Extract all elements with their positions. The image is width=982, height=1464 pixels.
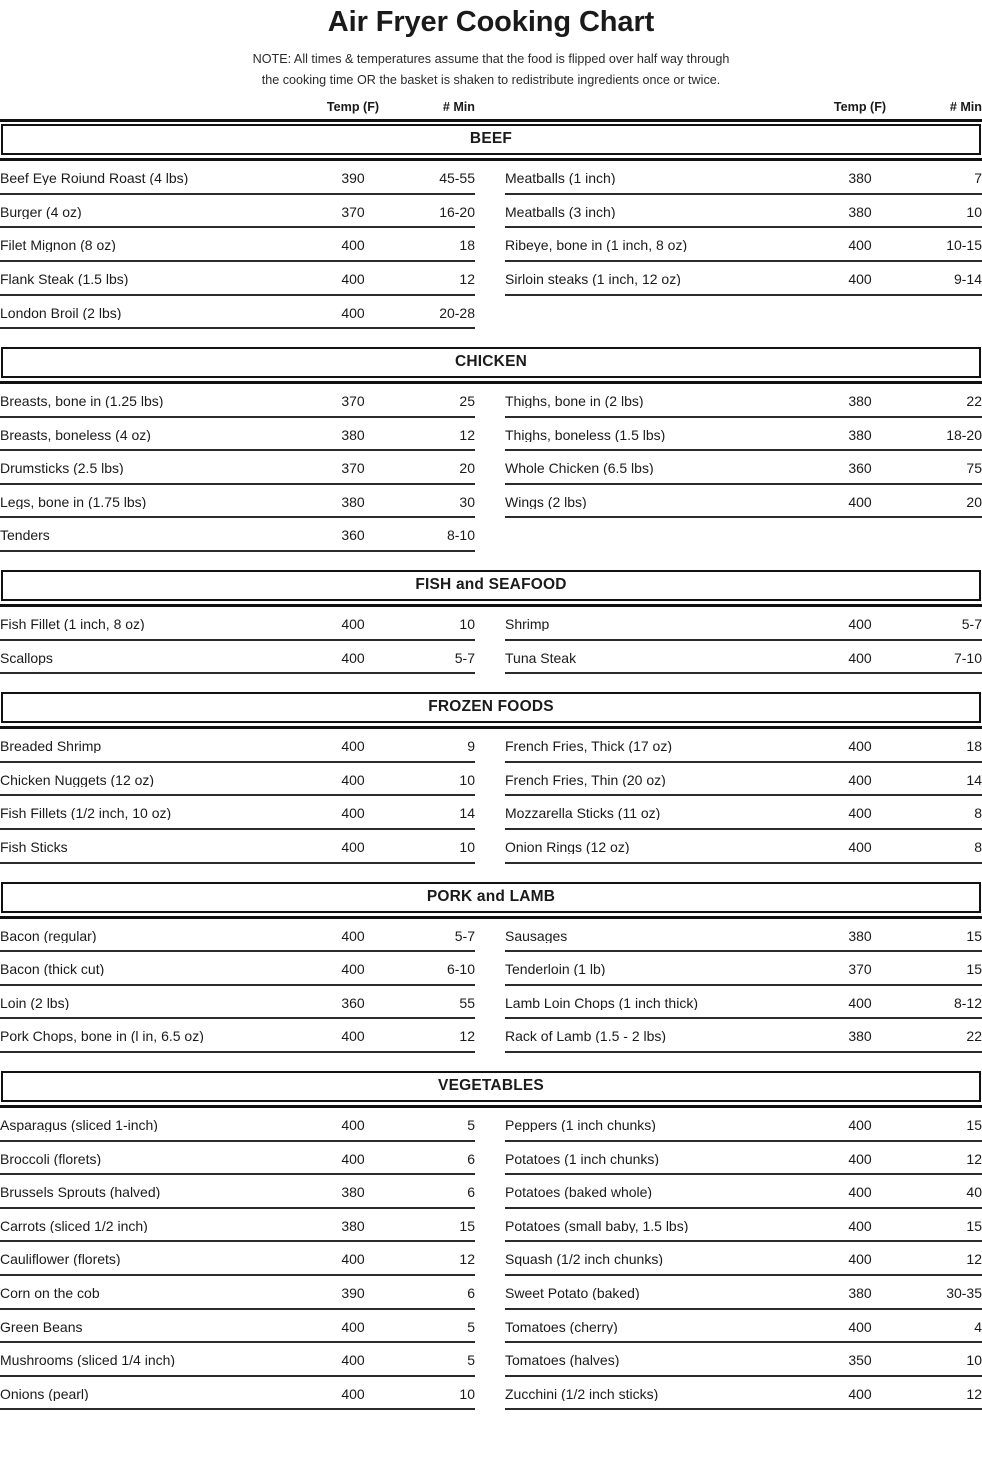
- row-minutes: 10: [966, 203, 982, 220]
- column-left: [0, 1108, 491, 1410]
- table-row: [505, 830, 982, 864]
- note-line-2: the cooking time OR the basket is shaken to redistribute ingredients once or twice.: [261, 72, 721, 87]
- table-row: [505, 1310, 982, 1344]
- row-temperature: 400: [848, 493, 872, 510]
- row-item-name: Tenders: [0, 528, 50, 543]
- column-header-name-right: [505, 100, 812, 114]
- row-minutes: 75: [966, 460, 982, 477]
- row-temperature: 400: [848, 1318, 872, 1335]
- row-minutes: 45-55: [439, 170, 475, 187]
- row-minutes: 18-20: [946, 426, 982, 443]
- row-temperature: 400: [848, 237, 872, 254]
- row-item-name: London Broil (2 lbs): [0, 305, 122, 320]
- row-temperature: 400: [341, 738, 365, 755]
- column-right: [491, 1108, 982, 1410]
- table-row: [505, 729, 982, 763]
- row-temperature: 400: [341, 771, 365, 788]
- row-minutes: 6-10: [446, 961, 475, 978]
- table-row: [505, 1142, 982, 1176]
- row-temperature: 400: [341, 237, 365, 254]
- table-row: [0, 518, 475, 552]
- row-minutes: 5-7: [961, 616, 982, 633]
- row-item-name: French Fries, Thick (17 oz): [505, 739, 673, 754]
- row-temperature: 380: [848, 1284, 872, 1301]
- row-temperature: 400: [848, 649, 872, 666]
- row-temperature: 360: [341, 994, 365, 1011]
- row-minutes: 5: [467, 1117, 475, 1133]
- table-row: [505, 1242, 982, 1276]
- row-minutes: 20: [966, 493, 982, 510]
- row-minutes: 18: [459, 237, 475, 254]
- row-temperature: 380: [341, 1217, 365, 1234]
- section-divider: [0, 864, 982, 880]
- row-minutes: 6: [467, 1184, 475, 1201]
- section-title: VEGETABLES: [1, 1071, 981, 1102]
- row-item-name: Rack of Lamb (1.5 - 2 lbs): [505, 1029, 667, 1044]
- row-minutes: 12: [459, 270, 475, 287]
- section-beef: [0, 122, 982, 329]
- section-rows: [0, 729, 982, 863]
- column-headers-left: [0, 100, 491, 114]
- section-rows: [0, 384, 982, 552]
- row-temperature: 380: [848, 1028, 872, 1045]
- row-temperature: 400: [341, 1251, 365, 1268]
- row-temperature: 380: [848, 393, 872, 410]
- row-temperature: 370: [341, 460, 365, 477]
- row-minutes: 25: [459, 393, 475, 410]
- row-item-name: Breasts, boneless (4 oz): [0, 427, 151, 442]
- row-item-name: Sweet Potato (baked): [505, 1285, 640, 1300]
- row-temperature: 380: [848, 426, 872, 443]
- row-minutes: 6: [467, 1150, 475, 1167]
- section-banner-wrap: [0, 122, 982, 161]
- table-row: [0, 607, 475, 641]
- table-row: [0, 1209, 475, 1243]
- table-row: [0, 1175, 475, 1209]
- table-row: [0, 796, 475, 830]
- row-item-name: Pork Chops, bone in (l in, 6.5 oz): [0, 1029, 204, 1044]
- table-row: [0, 262, 475, 296]
- row-item-name: Broccoli (florets): [0, 1151, 102, 1166]
- row-item-name: Burger (4 oz): [0, 204, 82, 219]
- row-item-name: Chicken Nuggets (12 oz): [0, 772, 155, 787]
- row-item-name: Scallops: [0, 650, 53, 665]
- row-item-name: Onion Rings (12 oz): [505, 840, 630, 855]
- table-row: [505, 1209, 982, 1243]
- row-temperature: 380: [341, 493, 365, 510]
- table-row-empty: [505, 518, 982, 552]
- row-item-name: Fish Fillet (1 inch, 8 oz): [0, 617, 145, 632]
- column-header-name-left: [0, 100, 305, 114]
- row-temperature: 400: [848, 270, 872, 287]
- row-item-name: Shrimp: [505, 617, 550, 632]
- row-item-name: Bacon (regular): [0, 928, 97, 943]
- table-row: [0, 195, 475, 229]
- row-item-name: Fish Sticks: [0, 840, 68, 855]
- row-item-name: Whole Chicken (6.5 lbs): [505, 461, 654, 476]
- row-item-name: Bacon (thick cut): [0, 962, 105, 977]
- row-item-name: Cauliflower (florets): [0, 1252, 121, 1267]
- column-headers: [0, 100, 982, 119]
- row-item-name: Loin (2 lbs): [0, 995, 70, 1010]
- row-temperature: 400: [848, 1385, 872, 1402]
- row-item-name: Meatballs (1 inch): [505, 171, 616, 186]
- row-minutes: 9: [467, 738, 475, 755]
- column-header-minutes-left: # Min: [442, 100, 475, 115]
- section-frozen-foods: [0, 690, 982, 863]
- row-minutes: 30-35: [946, 1284, 982, 1301]
- row-item-name: Tomatoes (halves): [505, 1353, 620, 1368]
- table-row: [505, 451, 982, 485]
- row-temperature: 400: [848, 1251, 872, 1268]
- column-header-temp-right: Temp (F): [833, 100, 887, 115]
- row-item-name: Tomatoes (cherry): [505, 1319, 618, 1334]
- column-right: [491, 607, 982, 674]
- section-divider: [0, 1053, 982, 1069]
- row-item-name: Ribeye, bone in (1 inch, 8 oz): [505, 238, 688, 253]
- row-item-name: Mozzarella Sticks (11 oz): [505, 806, 661, 821]
- note-text: [141, 49, 841, 90]
- row-temperature: 350: [848, 1352, 872, 1369]
- row-minutes: 5: [467, 1352, 475, 1369]
- row-temperature: 400: [341, 649, 365, 666]
- row-temperature: 400: [341, 1318, 365, 1335]
- section-divider: [0, 674, 982, 690]
- row-temperature: 360: [848, 460, 872, 477]
- table-row: [0, 1377, 475, 1411]
- column-right: [491, 919, 982, 1053]
- column-header-temp-left: Temp (F): [326, 100, 380, 115]
- section-fish-and-seafood: [0, 568, 982, 674]
- row-temperature: 370: [848, 961, 872, 978]
- table-row: [505, 1377, 982, 1411]
- section-banner-wrap: [0, 690, 982, 729]
- row-temperature: 370: [341, 393, 365, 410]
- row-minutes: 7: [974, 170, 982, 187]
- row-minutes: 10: [459, 616, 475, 633]
- row-temperature: 400: [848, 994, 872, 1011]
- row-minutes: 14: [459, 805, 475, 822]
- row-minutes: 8: [974, 839, 982, 856]
- section-title: BEEF: [1, 124, 981, 155]
- row-item-name: Onions (pearl): [0, 1386, 89, 1401]
- section-chicken: [0, 345, 982, 552]
- row-item-name: Mushrooms (sliced 1/4 inch): [0, 1353, 176, 1368]
- section-divider: [0, 552, 982, 568]
- row-minutes: 8: [974, 805, 982, 822]
- section-title: FISH and SEAFOOD: [1, 570, 981, 601]
- row-temperature: 400: [341, 616, 365, 633]
- row-item-name: Potatoes (baked whole): [505, 1185, 653, 1200]
- note-line-1: NOTE: All times & temperatures assume that the food is flipped over half way through: [252, 52, 730, 67]
- row-temperature: 400: [848, 805, 872, 822]
- table-row: [505, 1108, 982, 1142]
- row-minutes: 7-10: [953, 649, 982, 666]
- row-minutes: 10: [459, 1385, 475, 1402]
- row-minutes: 14: [966, 771, 982, 788]
- section-rows: [0, 607, 982, 674]
- table-row: [505, 384, 982, 418]
- row-item-name: Flank Steak (1.5 lbs): [0, 271, 129, 286]
- row-minutes: 20-28: [439, 304, 475, 321]
- row-minutes: 15: [459, 1217, 475, 1234]
- row-minutes: 55: [459, 994, 475, 1011]
- row-minutes: 10: [966, 1352, 982, 1369]
- page-title: Air Fryer Cooking Chart: [327, 6, 655, 38]
- row-item-name: Potatoes (small baby, 1.5 lbs): [505, 1218, 689, 1233]
- row-item-name: Beef Eye Roiund Roast (4 lbs): [0, 171, 189, 186]
- row-temperature: 380: [848, 927, 872, 944]
- section-pork-and-lamb: [0, 880, 982, 1053]
- section-banner-wrap: [0, 568, 982, 607]
- row-temperature: 370: [341, 203, 365, 220]
- section-banner-wrap: [0, 345, 982, 384]
- row-minutes: 12: [966, 1251, 982, 1268]
- column-right: [491, 729, 982, 863]
- row-temperature: 390: [341, 170, 365, 187]
- row-temperature: 400: [341, 805, 365, 822]
- row-minutes: 6: [467, 1284, 475, 1301]
- column-left: [0, 919, 491, 1053]
- row-item-name: French Fries, Thin (20 oz): [505, 772, 666, 787]
- row-minutes: 15: [966, 1117, 982, 1133]
- row-temperature: 380: [341, 1184, 365, 1201]
- table-row: [0, 1142, 475, 1176]
- row-minutes: 20: [459, 460, 475, 477]
- row-item-name: Lamb Loin Chops (1 inch thick): [505, 995, 698, 1010]
- table-row: [505, 485, 982, 519]
- row-item-name: Drumsticks (2.5 lbs): [0, 461, 124, 476]
- row-minutes: 12: [459, 426, 475, 443]
- row-temperature: 400: [848, 1117, 872, 1133]
- column-left: [0, 607, 491, 674]
- row-minutes: 10: [459, 771, 475, 788]
- row-temperature: 380: [848, 203, 872, 220]
- section-rows: [0, 1108, 982, 1410]
- table-row: [0, 485, 475, 519]
- table-row: [505, 763, 982, 797]
- section-banner-wrap: [0, 880, 982, 919]
- row-item-name: Tenderloin (1 lb): [505, 962, 606, 977]
- table-row: [0, 228, 475, 262]
- table-row: [0, 296, 475, 330]
- table-row: [0, 641, 475, 675]
- table-row: [0, 729, 475, 763]
- cooking-chart-table: [0, 119, 982, 1410]
- section-divider: [0, 329, 982, 345]
- row-item-name: Peppers (1 inch chunks): [505, 1118, 656, 1132]
- column-left: [0, 161, 491, 329]
- row-minutes: 40: [966, 1184, 982, 1201]
- row-minutes: 15: [966, 1217, 982, 1234]
- section-title: PORK and LAMB: [1, 882, 981, 913]
- table-row: [505, 418, 982, 452]
- table-row: [0, 986, 475, 1020]
- row-minutes: 8-10: [446, 527, 475, 544]
- row-item-name: Zucchini (1/2 inch sticks): [505, 1386, 659, 1401]
- row-temperature: 400: [341, 839, 365, 856]
- row-item-name: Legs, bone in (1.75 lbs): [0, 494, 147, 509]
- table-row: [505, 986, 982, 1020]
- row-item-name: Asparagus (sliced 1-inch): [0, 1118, 158, 1132]
- row-temperature: 400: [848, 771, 872, 788]
- row-temperature: 400: [341, 961, 365, 978]
- row-item-name: Potatoes (1 inch chunks): [505, 1151, 660, 1166]
- row-item-name: Squash (1/2 inch chunks): [505, 1252, 663, 1267]
- table-row: [0, 1276, 475, 1310]
- column-left: [0, 384, 491, 552]
- section-banner-wrap: [0, 1069, 982, 1108]
- row-item-name: Meatballs (3 inch): [505, 204, 616, 219]
- row-item-name: Green Beans: [0, 1319, 83, 1334]
- row-minutes: 5: [467, 1318, 475, 1335]
- row-item-name: Tuna Steak: [505, 650, 577, 665]
- row-temperature: 400: [341, 1028, 365, 1045]
- row-item-name: Brussels Sprouts (halved): [0, 1185, 161, 1200]
- row-temperature: 400: [341, 1150, 365, 1167]
- row-minutes: 22: [966, 393, 982, 410]
- row-temperature: 400: [848, 1150, 872, 1167]
- table-row: [505, 1019, 982, 1053]
- table-row: [505, 1343, 982, 1377]
- row-item-name: Carrots (sliced 1/2 inch): [0, 1218, 148, 1233]
- table-row: [0, 1310, 475, 1344]
- table-row: [0, 418, 475, 452]
- row-minutes: 10-15: [946, 237, 982, 254]
- table-row: [505, 796, 982, 830]
- section-rows: [0, 161, 982, 329]
- table-row: [505, 1276, 982, 1310]
- row-minutes: 5-7: [454, 649, 475, 666]
- table-row: [0, 1108, 475, 1142]
- section-vegetables: [0, 1069, 982, 1410]
- row-item-name: Breaded Shrimp: [0, 739, 102, 754]
- document-header: [0, 0, 982, 90]
- row-minutes: 10: [459, 839, 475, 856]
- section-title: CHICKEN: [1, 347, 981, 378]
- table-row: [0, 952, 475, 986]
- row-minutes: 22: [966, 1028, 982, 1045]
- row-temperature: 380: [341, 426, 365, 443]
- table-row: [505, 262, 982, 296]
- table-row: [505, 952, 982, 986]
- row-minutes: 12: [459, 1251, 475, 1268]
- row-temperature: 400: [848, 738, 872, 755]
- row-minutes: 12: [459, 1028, 475, 1045]
- row-minutes: 5-7: [454, 927, 475, 944]
- row-temperature: 400: [341, 927, 365, 944]
- row-minutes: 16-20: [439, 203, 475, 220]
- row-temperature: 400: [848, 616, 872, 633]
- row-minutes: 18: [966, 738, 982, 755]
- table-row: [0, 384, 475, 418]
- row-temperature: 400: [848, 1217, 872, 1234]
- row-minutes: 4: [974, 1318, 982, 1335]
- row-item-name: Filet Mignon (8 oz): [0, 238, 116, 253]
- row-item-name: Thighs, boneless (1.5 lbs): [505, 427, 666, 442]
- table-row: [0, 1343, 475, 1377]
- table-row: [505, 161, 982, 195]
- table-row: [0, 451, 475, 485]
- row-minutes: 12: [966, 1150, 982, 1167]
- row-temperature: 400: [341, 1352, 365, 1369]
- row-minutes: 12: [966, 1385, 982, 1402]
- table-row: [0, 830, 475, 864]
- table-row: [0, 763, 475, 797]
- row-temperature: 400: [341, 304, 365, 321]
- row-item-name: Sausages: [505, 928, 568, 943]
- row-minutes: 15: [966, 927, 982, 944]
- row-minutes: 9-14: [953, 270, 982, 287]
- row-temperature: 400: [848, 839, 872, 856]
- row-item-name: Thighs, bone in (2 lbs): [505, 394, 644, 409]
- row-minutes: 30: [459, 493, 475, 510]
- table-row-empty: [505, 296, 982, 330]
- table-row: [505, 195, 982, 229]
- row-temperature: 400: [848, 1184, 872, 1201]
- table-row: [0, 1019, 475, 1053]
- table-row: [505, 641, 982, 675]
- row-item-name: Breasts, bone in (1.25 lbs): [0, 394, 164, 409]
- table-row: [505, 228, 982, 262]
- section-rows: [0, 919, 982, 1053]
- row-temperature: 390: [341, 1284, 365, 1301]
- row-temperature: 360: [341, 527, 365, 544]
- row-temperature: 400: [341, 270, 365, 287]
- section-title: FROZEN FOODS: [1, 692, 981, 723]
- row-minutes: 15: [966, 961, 982, 978]
- table-row: [0, 1242, 475, 1276]
- column-left: [0, 729, 491, 863]
- column-header-minutes-right: # Min: [949, 100, 982, 115]
- table-row: [505, 919, 982, 953]
- row-temperature: 400: [341, 1385, 365, 1402]
- column-right: [491, 161, 982, 329]
- table-row: [505, 607, 982, 641]
- row-minutes: 8-12: [953, 994, 982, 1011]
- column-headers-right: [491, 100, 982, 114]
- table-row: [0, 161, 475, 195]
- row-temperature: 400: [341, 1117, 365, 1133]
- table-row: [505, 1175, 982, 1209]
- table-row: [0, 919, 475, 953]
- row-item-name: Corn on the cob: [0, 1285, 100, 1300]
- row-temperature: 380: [848, 170, 872, 187]
- row-item-name: Sirloin steaks (1 inch, 12 oz): [505, 271, 681, 286]
- row-item-name: Fish Fillets (1/2 inch, 10 oz): [0, 806, 172, 821]
- column-right: [491, 384, 982, 552]
- row-item-name: Wings (2 lbs): [505, 494, 587, 509]
